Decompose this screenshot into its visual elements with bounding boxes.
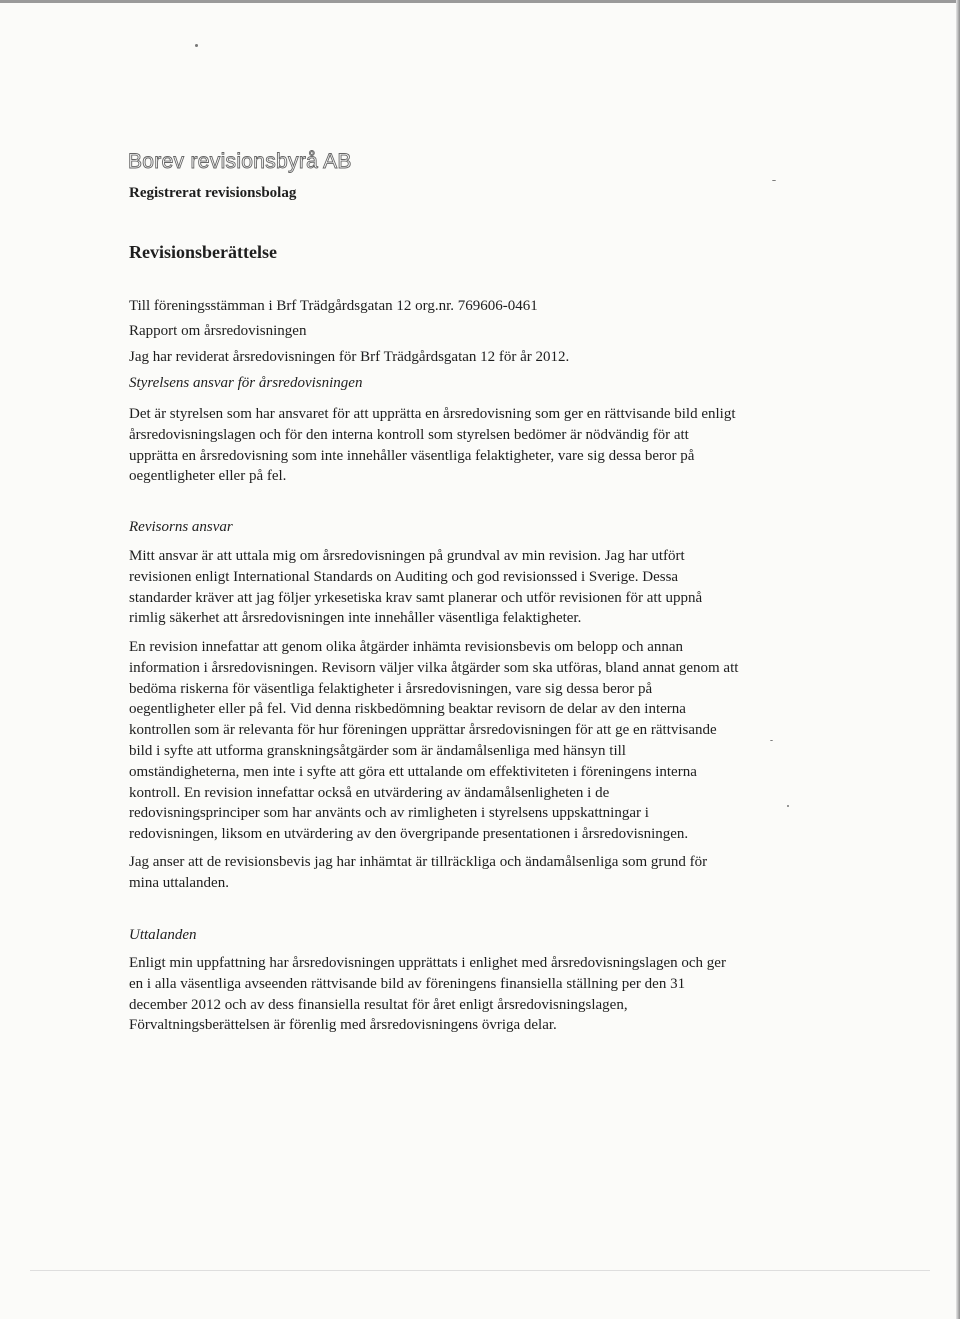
intro-line-recipient: Till föreningsstämman i Brf Trädgårdsgatan 12 org.nr. 769606-0461 bbox=[129, 298, 538, 314]
section-body-statements bbox=[129, 953, 739, 1036]
company-subtitle: Registrerat revisionsbolag bbox=[129, 185, 297, 201]
intro-line-statement: Jag har reviderat årsredovisningen för Brf Trädgårdsgatan 12 för år 2012. bbox=[129, 349, 570, 365]
section-heading-statements: Uttalanden bbox=[129, 927, 197, 943]
scan-edge-top bbox=[0, 0, 960, 3]
section-body-auditor-3 bbox=[129, 852, 739, 894]
paragraph: Jag anser att de revisionsbevis jag har inhämtat är tillräckliga och ändamålsenliga som grund för mina uttalanden. bbox=[129, 854, 708, 891]
section-body-auditor-2 bbox=[129, 637, 739, 845]
scan-speck bbox=[772, 180, 776, 181]
document-title: Revisionsberättelse bbox=[129, 242, 277, 262]
scan-speck bbox=[787, 805, 789, 807]
scan-edge-right bbox=[956, 0, 960, 1319]
company-name: Borev revisionsbyrå AB bbox=[128, 150, 352, 173]
paragraph: Det är styrelsen som har ansvaret för att upprätta en årsredovisning som ger en rättvisande bild enligt årsredovisningslagen och för den interna kontroll som styrelsen bedömer är nödvändig för att upprätta en årsredovisning som inte innehåller väsentliga felaktigheter, vare sig dessa beror på oegentligheter eller på fel. bbox=[129, 406, 736, 485]
section-body-board bbox=[129, 404, 739, 487]
section-body-auditor-1 bbox=[129, 546, 739, 629]
paragraph: Mitt ansvar är att uttala mig om årsredovisningen på grundval av min revision. Jag har utfört revisionen enligt International Standards on Auditing och god revisionssed i Sverige. Dessa standarder kräver att jag följer yrkesetiska krav samt planerar och utför revisionen för att uppnå rimlig säkerhet att årsredovisningen inte innehåller väsentliga felaktigheter. bbox=[129, 548, 703, 627]
section-heading-auditor: Revisorns ansvar bbox=[129, 519, 233, 535]
scan-edge-bottom bbox=[30, 1270, 930, 1271]
scan-speck bbox=[770, 740, 773, 741]
paragraph: Enligt min uppfattning har årsredovisningen upprättats i enlighet med årsredovisningslagen och ger en i alla väsentliga avseenden rättvisande bild av föreningens finansiella ställning per den 31 december 2012 och av dess finansiella resultat för året enligt årsredovisningslagen, Förvaltningsberättelsen är förenlig med årsredovisningens övriga delar. bbox=[129, 955, 726, 1034]
paragraph: En revision innefattar att genom olika åtgärder inhämta revisionsbevis om belopp och annan information i årsredovisningen. Revisorn väljer vilka åtgärder som ska utföras, bland annat genom att bedöma riskerna för väsentliga felaktigheter i årsredovisningen, vare sig dessa beror på oegentligheter eller på fel. Vid denna riskbedömning beaktar revisorn de delar av den interna kontrollen som är relevanta för hur föreningen upprättar årsredovisningen för att ge en rättvisande bild i syfte att utforma granskningsåtgärder som är ändamålsenliga med hänsyn till omständigheterna, men inte i syfte att göra ett uttalande om effektiviteten i föreningens interna kontroll. En revision innefattar också en utvärdering av ändamålsenligheten i de redovisningsprinciper som har använts och av rimligheten i styrelsens uppskattningar i redovisningen, liksom en utvärdering av den övergripande presentationen i årsredovisningen. bbox=[129, 639, 739, 843]
section-heading-board: Styrelsens ansvar för årsredovisningen bbox=[129, 375, 363, 391]
scan-speck bbox=[195, 44, 198, 47]
intro-line-report: Rapport om årsredovisningen bbox=[129, 323, 307, 339]
